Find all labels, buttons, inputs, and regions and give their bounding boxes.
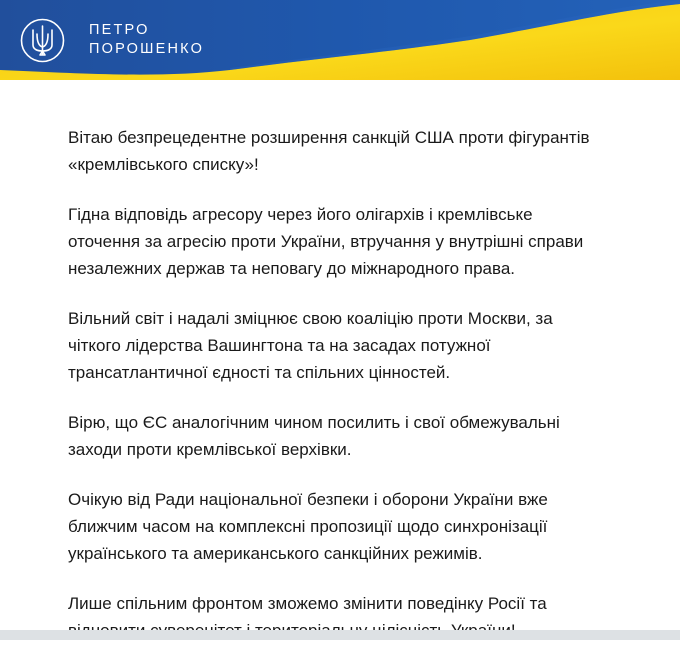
statement-body <box>68 124 668 667</box>
paragraph <box>68 486 668 567</box>
text-line: Лише спільним фронтом зможемо змінити поведінку Росії та <box>68 594 547 613</box>
paragraph <box>68 201 668 282</box>
text-line: Вірю, що ЄС аналогічним чином посилить і свої обмежувальні <box>68 413 560 432</box>
brand-line-first: ПЕТРО <box>89 22 150 38</box>
text-line: чіткого лідерства Вашингтона та на засадах потужної <box>68 336 491 355</box>
text-line: «кремлівського списку»! <box>68 155 259 174</box>
text-line: оточення за агресію проти України, втручання у внутрішні справи <box>68 232 584 251</box>
header-banner <box>0 0 680 80</box>
logo <box>20 18 65 63</box>
paragraph <box>68 124 668 178</box>
brand-name <box>89 21 204 59</box>
text-line: незалежних держав та неповагу до міжнародного права. <box>68 259 515 278</box>
trident-icon <box>20 18 65 63</box>
text-line: Вітаю безпрецедентне розширення санкцій США проти фігурантів <box>68 128 590 147</box>
text-line: Гідна відповідь агресору через його олігархів і кремлівське <box>68 205 533 224</box>
text-line: заходи проти кремлівської верхівки. <box>68 440 352 459</box>
text-line: Вільний світ і надалі зміцнює свою коаліцію проти Москви, за <box>68 309 553 328</box>
text-line: українського та американського санкційних режимів. <box>68 544 483 563</box>
bottom-bar <box>0 630 680 640</box>
text-line: Очікую від Ради національної безпеки і оборони України вже <box>68 490 548 509</box>
paragraph <box>68 305 668 386</box>
brand-line-last: ПОРОШЕНКО <box>89 41 205 57</box>
text-line: ближчим часом на комплексні пропозиції щодо синхронізації <box>68 517 548 536</box>
paragraph <box>68 409 668 463</box>
text-line: трансатлантичної єдності та спільних цінностей. <box>68 363 451 382</box>
